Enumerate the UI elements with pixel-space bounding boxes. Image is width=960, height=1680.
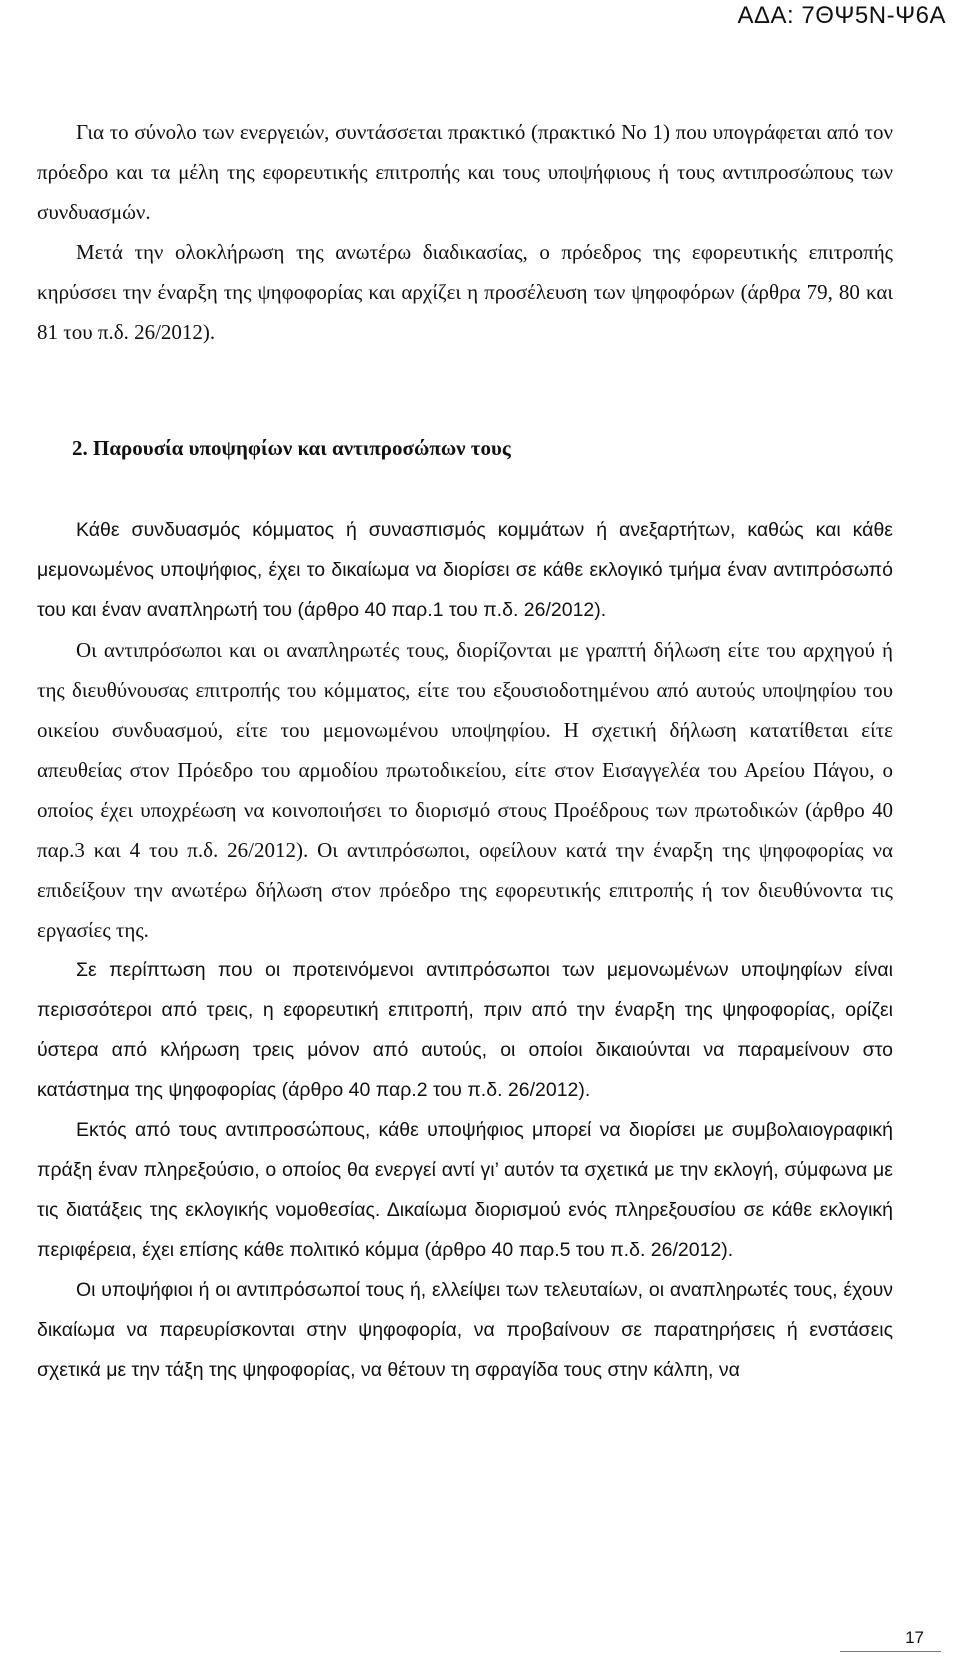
paragraph-text: Κάθε συνδυασμός κόμματος ή συνασπισμός κομμάτων ή ανεξαρτήτων, καθώς και κάθε μεμονωμένος υποψήφιος, έχει το δικαίωμα να διορίσει σε κάθε εκλογικό τμήμα έναν αντιπρόσωπό του και έναν αναπληρωτή του (άρθρο 40 παρ.1 του π.δ. 26/2012).: [37, 519, 893, 621]
section-heading: 2. Παρουσία υποψηφίων και αντιπροσώπων τους: [72, 436, 511, 460]
page-number-rule: [840, 1651, 941, 1652]
paragraph-voting-start: Μετά την ολοκλήρωση της ανωτέρω διαδικασίας, ο πρόεδρος της εφορευτικής επιτροπής κηρύσσει την έναρξη της ψηφοφορίας και αρχίζει η προσέλευση των ψηφοφόρων (άρθρα 79, 80 και 81 του π.δ. 26/2012).: [37, 240, 893, 344]
paragraph-representatives-appointment: [37, 630, 893, 950]
paragraph-proxy: [37, 1110, 893, 1270]
paragraph-text-b: Δικαίωμα διορισμού ενός πληρεξουσίου σε κάθε εκλογική περιφέρεια, έχει επίσης κάθε πολιτικό κόμμα (άρθρο 40 παρ.5 του π.δ. 26/2012).: [37, 1199, 893, 1261]
ada-code-header: ΑΔΑ: 7ΘΨ5Ν-Ψ6Α: [737, 2, 946, 29]
heading-spacer: [37, 468, 893, 510]
paragraph-text-b: Η σχετική δήλωση κατατίθεται είτε απευθείας στον Πρόεδρο του αρμοδίου πρωτοδικείου, είτε στον Εισαγγελέα του Αρείου Πάγου, ο οποίος έχει υποχρέωση να κοινοποιήσει το διορισμό στους Προέδρους των πρωτοδικών (άρθρο 40 παρ.3 και 4 του π.δ. 26/2012).: [37, 718, 894, 862]
paragraph-representatives-right: [37, 510, 893, 630]
paragraph-text-a: Εκτός από τους αντιπροσώπους, κάθε υποψήφιος μπορεί να διορίσει με συμβολαιογραφική πράξη έναν πληρεξούσιο, ο οποίος θα ενεργεί αντί γι’ αυτόν τα σχετικά με την εκλογή, σύμφωνα με τις διατάξεις της εκλογικής νομοθεσίας.: [37, 1119, 893, 1221]
section-spacer: [37, 352, 893, 428]
paragraph-text-c: Οι αντιπρόσωποι, οφείλουν κατά την έναρξη της ψηφοφορίας να επιδείξουν την ανωτέρω δήλωση στον πρόεδρο της εφορευτικής επιτροπής ή τον διευθύνοντα τις εργασίες της.: [37, 838, 893, 942]
paragraph-minutes: Για το σύνολο των ενεργειών, συντάσσεται πρακτικό (πρακτικό Νο 1) που υπογράφεται από τον πρόεδρο και τα μέλη της εφορευτικής επιτροπής και τους υποψήφιους ή τους αντιπροσώπους των συνδυασμών.: [37, 120, 893, 224]
page-number: 17: [905, 1628, 924, 1647]
paragraph-candidate-rights: Οι υποψήφιοι ή οι αντιπρόσωποί τους ή, ελλείψει των τελευταίων, οι αναπληρωτές τους, έχουν δικαίωμα να παρευρίσκονται στην ψηφοφορία, να προβαίνουν σε παρατηρήσεις ή ενστάσεις σχετικά με την τάξη της ψηφοφορίας, να θέτουν τη σφραγίδα τους στην κάλπη, να: [37, 1279, 893, 1381]
document-body: [37, 112, 893, 1390]
paragraph-text-a: Οι αντιπρόσωποι και οι αναπληρωτές τους, διορίζονται με γραπτή δήλωση είτε του αρχηγού ή της διευθύνουσας επιτροπής του κόμματος, είτε του εξουσιοδοτημένου από αυτούς υποψηφίου του οικείου συνδυασμού, είτε του μεμονωμένου υποψηφίου.: [37, 638, 893, 742]
paragraph-lottery: Σε περίπτωση που οι προτεινόμενοι αντιπρόσωποι των μεμονωμένων υποψηφίων είναι περισσότεροι από τρεις, η εφορευτική επιτροπή, πριν από την έναρξη της ψηφοφορίας, ορίζει ύστερα από κλήρωση τρεις μόνον από αυτούς, οι οποίοι δικαιούνται να παραμείνουν στο κατάστημα της ψηφοφορίας (άρθρο 40 παρ.2 του π.δ. 26/2012).: [37, 959, 893, 1101]
